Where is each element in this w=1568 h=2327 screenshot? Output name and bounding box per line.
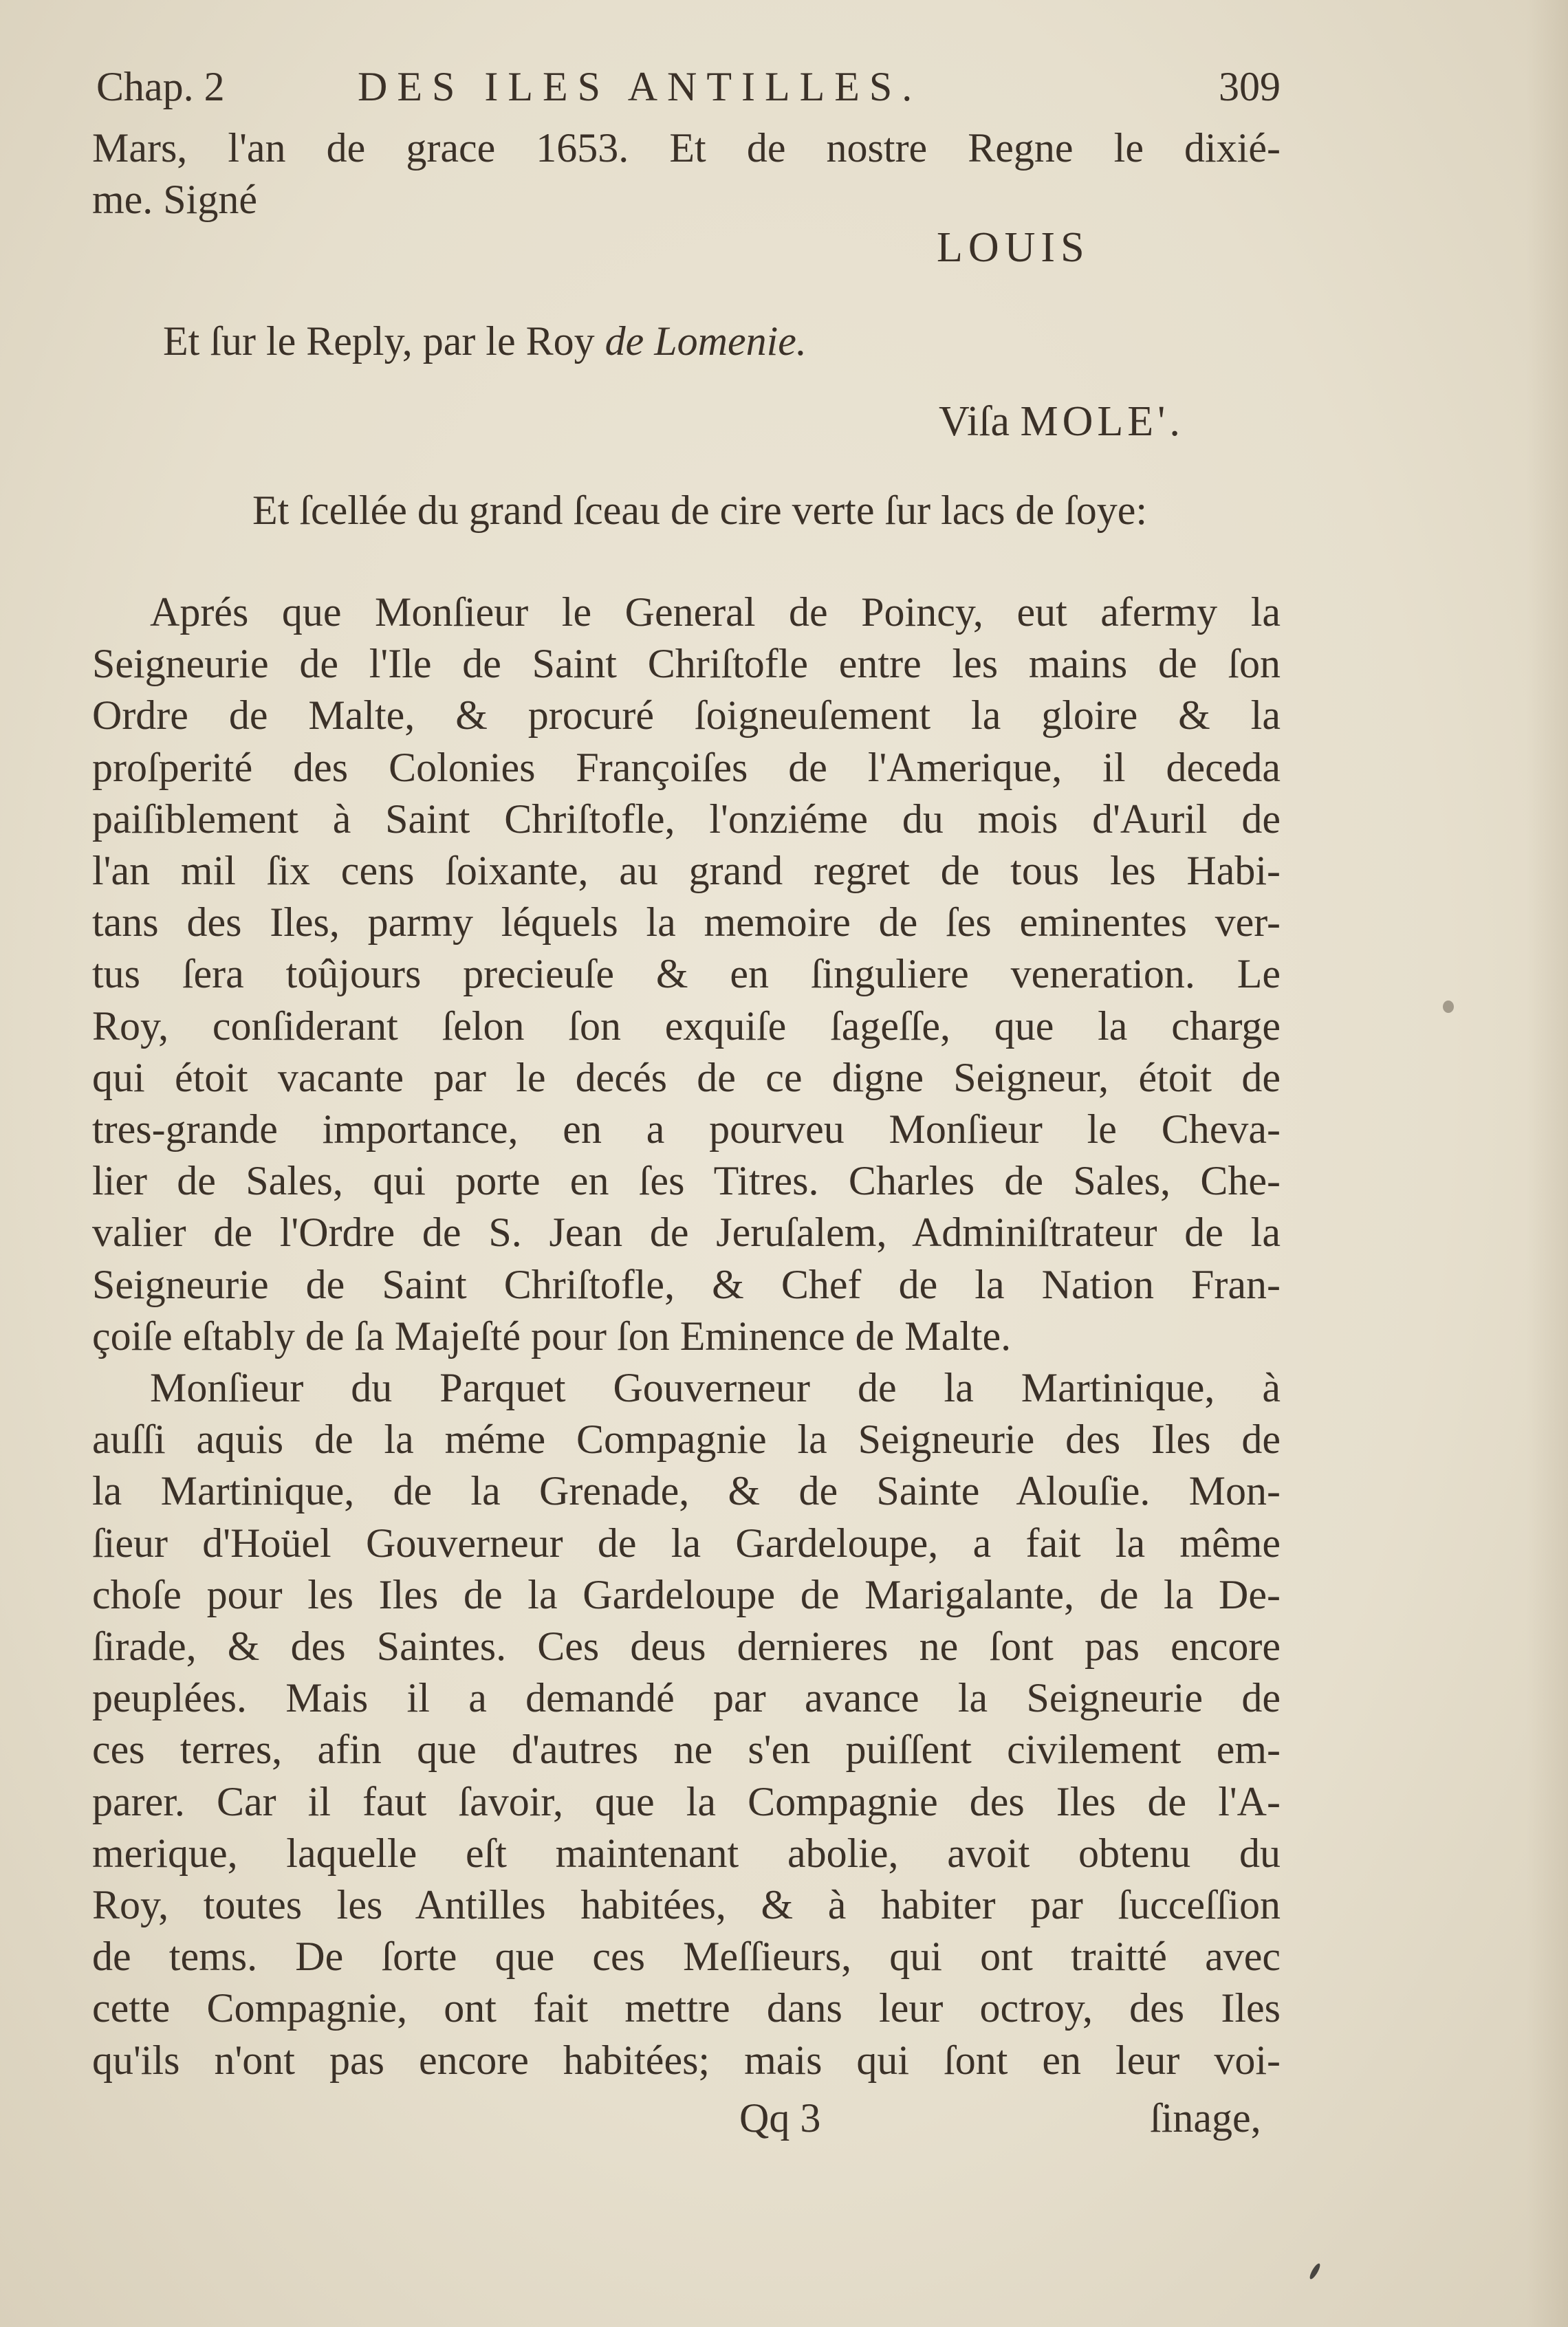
catchword: ſinage, (1150, 2095, 1261, 2141)
text-line: Ordre de Malte, & procuré ſoigneuſement la gloire & la (92, 692, 1281, 739)
text-line: lier de Sales, qui porte en ſes Titres. Charles de Sales, Che- (92, 1158, 1281, 1204)
text-line: Mars, l'an de grace 1653. Et de nostre Regne le dixié- (92, 125, 1281, 171)
text-line: merique, laquelle eſt maintenant abolie, avoit obtenu du (92, 1830, 1281, 1876)
text-line: Seigneurie de l'Ile de Saint Chriſtofle entre les mains de ſon (92, 641, 1281, 687)
text-line: valier de l'Ordre de S. Jean de Jeruſalem, Adminiſtrateur de la (92, 1210, 1281, 1256)
reply-line (163, 318, 807, 365)
text-line: l'an mil ſix cens ſoixante, au grand regret de tous les Habi- (92, 848, 1281, 893)
text-line: de tems. De ſorte que ces Meſſieurs, qui ont traitté avec (92, 1934, 1281, 1980)
chapter-label: Chap. 2 (96, 64, 225, 109)
text-line: tres-grande importance, en a pourveu Monſieur le Cheva- (92, 1106, 1281, 1152)
page-edge-shadow (1527, 0, 1568, 2327)
text-line: la Martinique, de la Grenade, & de Sainte Alouſie. Mon- (92, 1468, 1281, 1514)
text-line: proſperité des Colonies Françoiſes de l'Amerique, il deceda (92, 744, 1281, 790)
signature-mark: Qq 3 (739, 2095, 821, 2141)
text-line: Aprés que Monſieur le General de Poincy, eut afermy la (150, 589, 1281, 635)
visa-line (939, 397, 1184, 446)
text-line: qui étoit vacante par le decés de ce digne Seigneur, étoit de (92, 1054, 1281, 1100)
text-line: Roy, conſiderant ſelon ſon exquiſe ſageſſe, que la charge (92, 1003, 1281, 1049)
reply-text: Et ſur le Reply, par le Roy (163, 318, 595, 364)
text-line: qu'ils n'ont pas encore habitées; mais qui ſont en leur voi- (92, 2037, 1281, 2083)
reply-name: de Lomenie. (605, 318, 807, 364)
text-line: ſirade, & des Saintes. Ces deus dernieres ne ſont pas encore (92, 1624, 1281, 1669)
ink-mark (1308, 2262, 1322, 2281)
text-line: cette Compagnie, ont fait mettre dans leur octroy, des Iles (92, 1985, 1281, 2031)
text-line: auſſi aquis de la méme Compagnie la Seigneurie des Iles de (92, 1417, 1281, 1463)
seal-line: Et ſcellée du grand ſceau de cire verte ſur lacs de ſoye: (252, 488, 1148, 533)
text-line: Monſieur du Parquet Gouverneur de la Martinique, à (150, 1365, 1281, 1410)
text-line: Roy, toutes les Antilles habitées, & à habiter par ſucceſſion (92, 1882, 1281, 1927)
visa-label: Viſa (939, 398, 1010, 445)
page-number: 309 (1219, 64, 1281, 109)
text-line: choſe pour les Iles de la Gardeloupe de Marigalante, de la De- (92, 1571, 1281, 1617)
text-line: paiſiblement à Saint Chriſtofle, l'onziéme du mois d'Auril de (92, 796, 1281, 842)
text-line: tans des Iles, parmy léquels la memoire de ſes eminentes ver- (92, 899, 1281, 946)
visa-name: MOLE'. (1020, 398, 1184, 445)
text-line: peuplées. Mais il a demandé par avance la Seigneurie de (92, 1675, 1281, 1721)
running-title: DES ILES ANTILLES. (358, 64, 922, 109)
paper-speck (1443, 1001, 1454, 1013)
text-line: me. Signé (92, 177, 257, 222)
text-line: çoiſe eſtably de ſa Majeſté pour ſon Eminence de Malte. (92, 1313, 1012, 1359)
signature-louis: LOUIS (937, 224, 1090, 271)
text-line: ſieur d'Hoüel Gouverneur de la Gardeloupe, a fait la même (92, 1520, 1281, 1566)
text-line: ces terres, afin que d'autres ne s'en puiſſent civilement em- (92, 1727, 1281, 1773)
text-line: parer. Car il faut ſavoir, que la Compagnie des Iles de l'A- (92, 1778, 1281, 1824)
text-line: tus ſera toûjours precieuſe & en ſinguliere veneration. Le (92, 951, 1281, 997)
running-header (96, 63, 1281, 118)
text-line: Seigneurie de Saint Chriſtofle, & Chef de la Nation Fran- (92, 1261, 1281, 1307)
